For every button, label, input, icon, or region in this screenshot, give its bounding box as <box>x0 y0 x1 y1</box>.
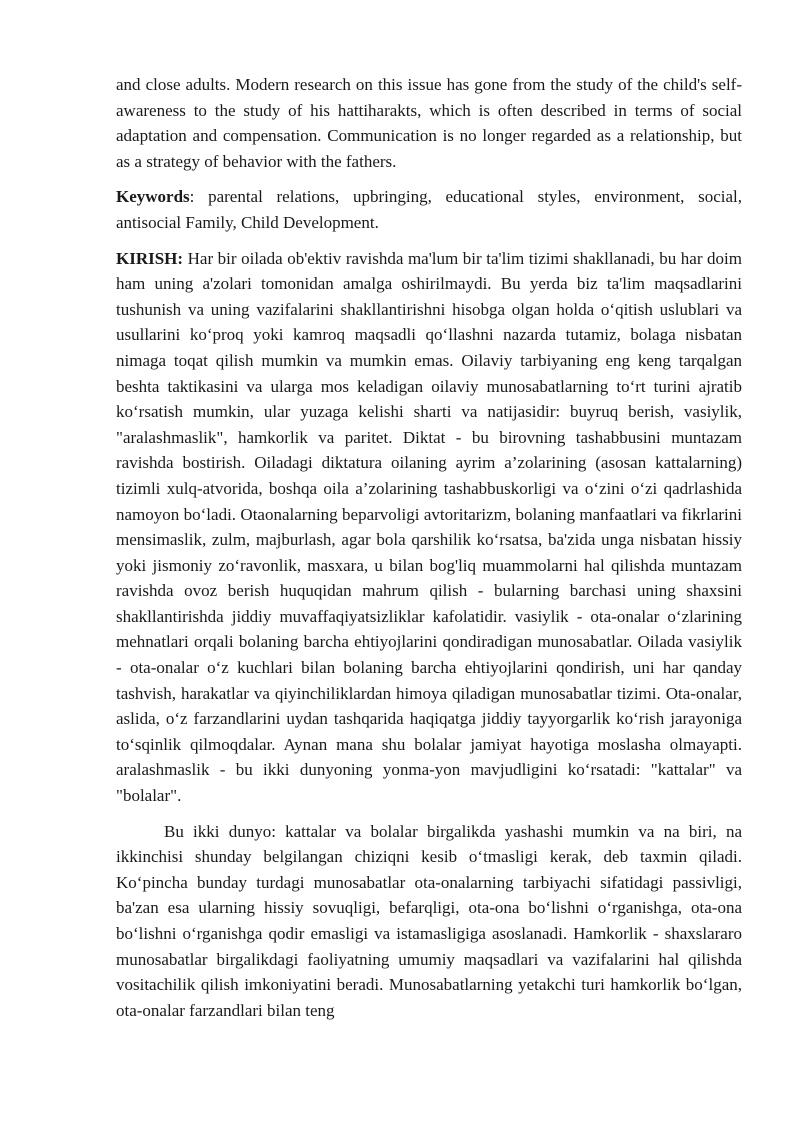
abstract-text: and close adults. Modern research on this issue has gone from the study of the child's self-awareness to the study of his hattiharakts, which is often described in terms of social adaptation and compensation. Communication is no longer regarded as a relationship, but as a strategy of behavior with the fathers. <box>116 75 742 171</box>
keywords-text: : parental relations, upbringing, educational styles, environment, social, antisocial Family, Child Development. <box>116 187 742 232</box>
introduction-paragraph <box>116 246 742 809</box>
introduction-text: Har bir oilada ob'ektiv ravishda ma'lum bir ta'lim tizimi shakllanadi, bu har doim ham uning a'zolari tomonidan amalga oshirilmaydi. Bu yerda biz ta'lim maqsadlarini tushunish va uning vazifalarini shakllantirishni hisobga olgan holda o‘qitish uslublari va usullarini ko‘proq yoki kamroq maqsadli qo‘llashni nazarda tutamiz, bolaga nisbatan nimaga toqat qilish mumkin va mumkin emas. Oilaviy tarbiyaning eng keng tarqalgan beshta taktikasini va ularga mos keladigan oilaviy munosabatlarning to‘rt turini ajratib ko‘rsatish mumkin, ular yuzaga kelishi sharti va natijasidir: buyruq berish, vasiylik, "aralashmaslik", hamkorlik va paritet. Diktat - bu birovning tashabbusini muntazam ravishda bostirish. Oiladagi diktatura oilaning ayrim a’zolarining (asosan kattalarning) tizimli xulq-atvorida, boshqa oila a’zolarining tashabbuskorligi va o‘zini o‘zi qadrlashida namoyon bo‘ladi. Otaonalarning beparvoligi avtoritarizm, bolaning manfaatlari va fikrlarini mensimaslik, zulm, majburlash, agar bola qarshilik ko‘rsatsa, ba'zida unga nisbatan hissiy yoki jismoniy zo‘ravonlik, masxara, u bilan bog'liq muammolarni hal qilishda muntazam ravishda ovoz berish huquqidan mahrum qilish - bularning barchasi uning shaxsini shakllantirishda jiddiy muvaffaqiyatsizliklar kafolatidir. vasiylik - ota-onalar o‘zlarining mehnatlari orqali bolaning barcha ehtiyojlarini qondiradigan munosabatlar. Oilada vasiylik - ota-onalar o‘z kuchlari bilan bolaning barcha ehtiyojlarini qondirish, uni har qanday tashvish, harakatlar va qiyinchiliklardan himoya qiladigan munosabatlar tizimi. Ota-onalar, aslida, o‘z farzandlarini uydan tashqarida haqiqatga jiddiy tayyorgarlik ko‘rish jarayoniga to‘sqinlik qilmoqdalar. Aynan mana shu bolalar jamiyat hayotiga moslasha olmayapti. aralashmaslik - bu ikki dunyoning yonma-yon mavjudligini ko‘rsatadi: "kattalar" va "bolalar". <box>116 248 742 806</box>
keywords-paragraph <box>116 184 742 235</box>
document-page <box>116 72 742 1023</box>
keywords-label: Keywords <box>116 187 190 207</box>
introduction-label: KIRISH: <box>116 248 184 268</box>
body-paragraph: Bu ikki dunyo: kattalar va bolalar birgalikda yashashi mumkin va na biri, na ikkinchisi shunday belgilangan chiziqni kesib o‘tmasligi kerak, deb taxmin qiladi. Ko‘pincha bunday turdagi munosabatlar ota-onalarning tarbiyachi sifatidagi passivligi, ba'zan esa ularning hissiy sovuqligi, befarqligi, ota-ona bo‘lishni o‘rganishga, ota-ona bo‘lishni o‘rganishga qodir emasligi va istamasligiga asoslanadi. Hamkorlik - shaxslararo munosabatlar birgalikdagi faoliyatning umumiy maqsadlari va vazifalarini hal qilishda vositachilik qilish imkoniyatini beradi. Munosabatlarning yetakchi turi hamkorlik bo‘lgan, ota-onalar farzandlari bilan teng <box>116 821 742 1020</box>
